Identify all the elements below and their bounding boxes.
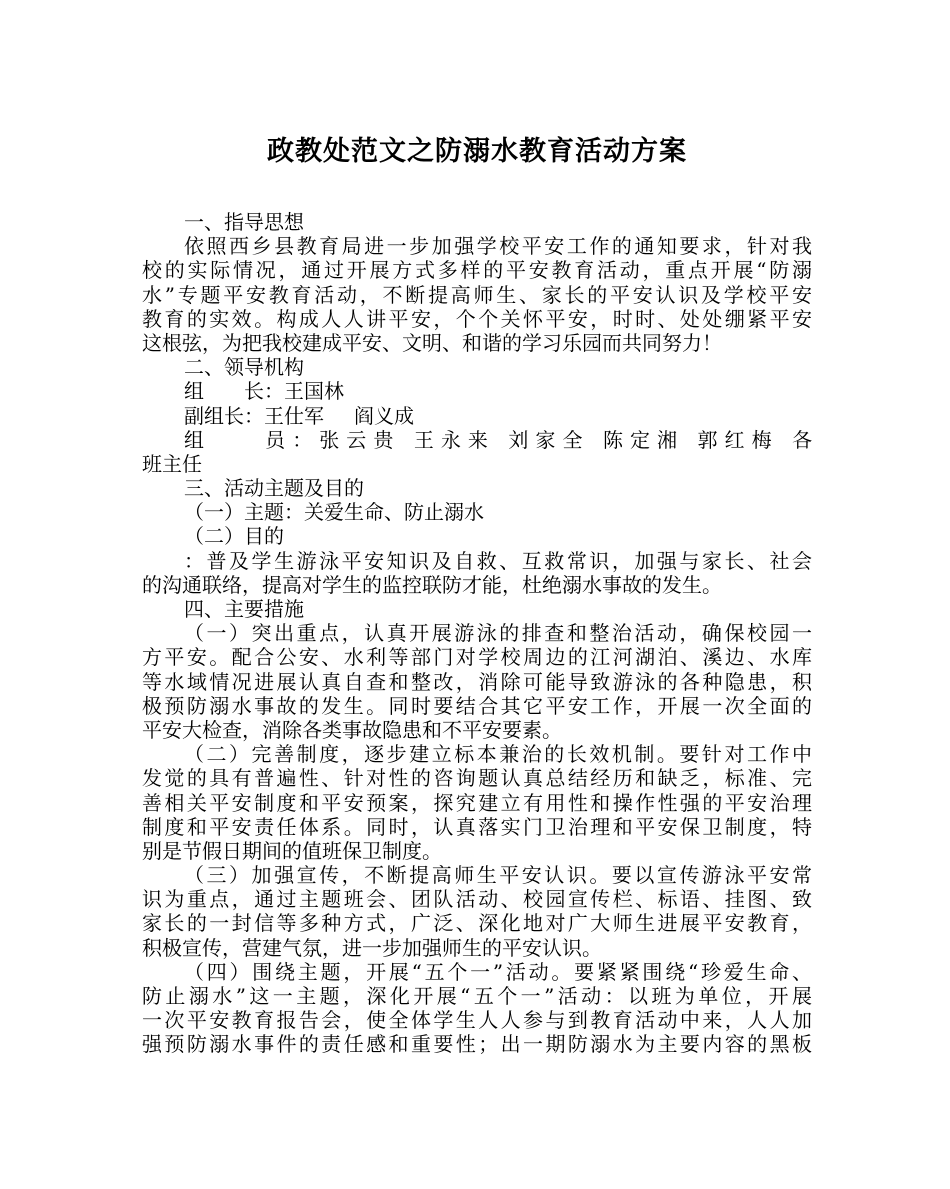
deputy-line (142, 404, 812, 428)
paragraph-line: ：普及学生游泳平安知识及自救、互救常识，加强与家长、社会 (184, 548, 812, 573)
paragraph-line: 水”专题平安教育活动，不断提高师生、家长的平安认识及学校平安 (142, 282, 812, 307)
document-page (142, 134, 812, 1057)
paragraph-line: 依照西乡县教育局进一步加强学校平安工作的通知要求，针对我 (184, 234, 812, 259)
paragraph-line: 家长的一封信等多种方式，广泛、深化地对广大师生进展平安教育， (142, 911, 812, 936)
paragraph-line: 制度和平安责任体系。同时，认真落实门卫治理和平安保卫制度，特 (142, 814, 812, 839)
paragraph-line: 一、指导思想 (184, 210, 304, 234)
leader-name: 王国林 (284, 379, 344, 404)
deputy-name: 王仕军 (264, 403, 324, 428)
paragraph-line: 别是节假日期间的值班保卫制度。 (142, 838, 442, 863)
member-line (142, 428, 812, 452)
leader-line (142, 379, 812, 403)
paragraph-line: 发觉的具有普遍性、针对性的咨询题认真总结经历和缺乏，标准、完 (142, 766, 812, 791)
paragraph-line: 积极宣传，营建气氛，进一步加强师生的平安认识。 (142, 935, 602, 960)
section-theme-and-measures (142, 476, 812, 1057)
paragraph-line: （一）主题：关爱生命、防止溺水 (184, 500, 484, 525)
paragraph-line: 三、活动主题及目的 (184, 476, 364, 501)
paragraph-line: （二）目的 (184, 524, 284, 549)
member-name: 王永来 (413, 427, 495, 452)
paragraph-line: 平安大检查，消除各类事故隐患和不平安要素。 (142, 717, 562, 742)
paragraph-line: 的沟通联络，提高对学生的监控联防才能，杜绝溺水事故的发生。 (142, 572, 722, 597)
leader-label: 组 长： (184, 379, 284, 404)
paragraph-line: 二、领导机构 (184, 355, 304, 380)
section-guiding-ideology (142, 210, 812, 379)
paragraph-line: （一）突出重点，认真开展游泳的排查和整治活动，确保校园一 (184, 621, 812, 646)
member-name: 各 (792, 427, 812, 452)
paragraph-line: 这根弦，为把我校建成平安、文明、和谐的学习乐园而共同努力！ (142, 330, 722, 355)
paragraph-line: 一次平安教育报告会，使全体学生人人参与到教育活动中来，人人加 (142, 1008, 812, 1033)
member-name: 郭红梅 (697, 427, 779, 452)
paragraph-line: 善相关平安制度和平安预案，探究建立有用性和操作性强的平安治理 (142, 790, 812, 815)
paragraph-line: 等水域情况进展认真自查和整改，消除可能导致游泳的各种隐患，积 (142, 669, 812, 694)
paragraph-line: 四、主要措施 (184, 597, 304, 621)
document-title: 政教处范文之防溺水教育活动方案 (267, 136, 687, 167)
document-body (142, 210, 812, 1057)
member-label: 组 员： (184, 427, 320, 452)
leadership-block (142, 379, 812, 476)
member-name: 刘家全 (508, 427, 590, 452)
paragraph-line: 识为重点，通过主题班会、团队活动、校园宣传栏、标语、挂图、致 (142, 887, 812, 912)
paragraph-line: （二）完善制度，逐步建立标本兼治的长效机制。要针对工作中 (184, 742, 812, 767)
deputy-label: 副组长： (184, 403, 264, 428)
member-tail-line (142, 452, 812, 476)
paragraph-line: 强预防溺水事件的责任感和重要性；出一期防溺水为主要内容的黑板 (142, 1032, 812, 1057)
member-name: 张云贵 (319, 427, 401, 452)
paragraph-line: （三）加强宣传，不断提高师生平安认识。要以宣传游泳平安常 (184, 863, 812, 888)
deputy-name: 阎义成 (354, 403, 414, 428)
paragraph-line: 教育的实效。构成人人讲平安，个个关怀平安，时时、处处绷紧平安 (142, 306, 812, 331)
paragraph-line: 方平安。配合公安、水利等部门对学校周边的江河湖泊、溪边、水库 (142, 645, 812, 670)
paragraph-line: （四）围绕主题，开展“五个一”活动。要紧紧围绕“珍爱生命、 (184, 959, 812, 984)
member-name: 陈定湘 (602, 427, 685, 452)
member-tail: 班主任 (142, 451, 202, 476)
paragraph-line: 极预防溺水事故的发生。同时要结合其它平安工作，开展一次全面的 (142, 693, 812, 718)
paragraph-line: 校的实际情况，通过开展方式多样的平安教育活动，重点开展“防溺 (142, 258, 812, 283)
paragraph-line: 防止溺水”这一主题，深化开展“五个一”活动：以班为单位，开展 (142, 984, 812, 1008)
